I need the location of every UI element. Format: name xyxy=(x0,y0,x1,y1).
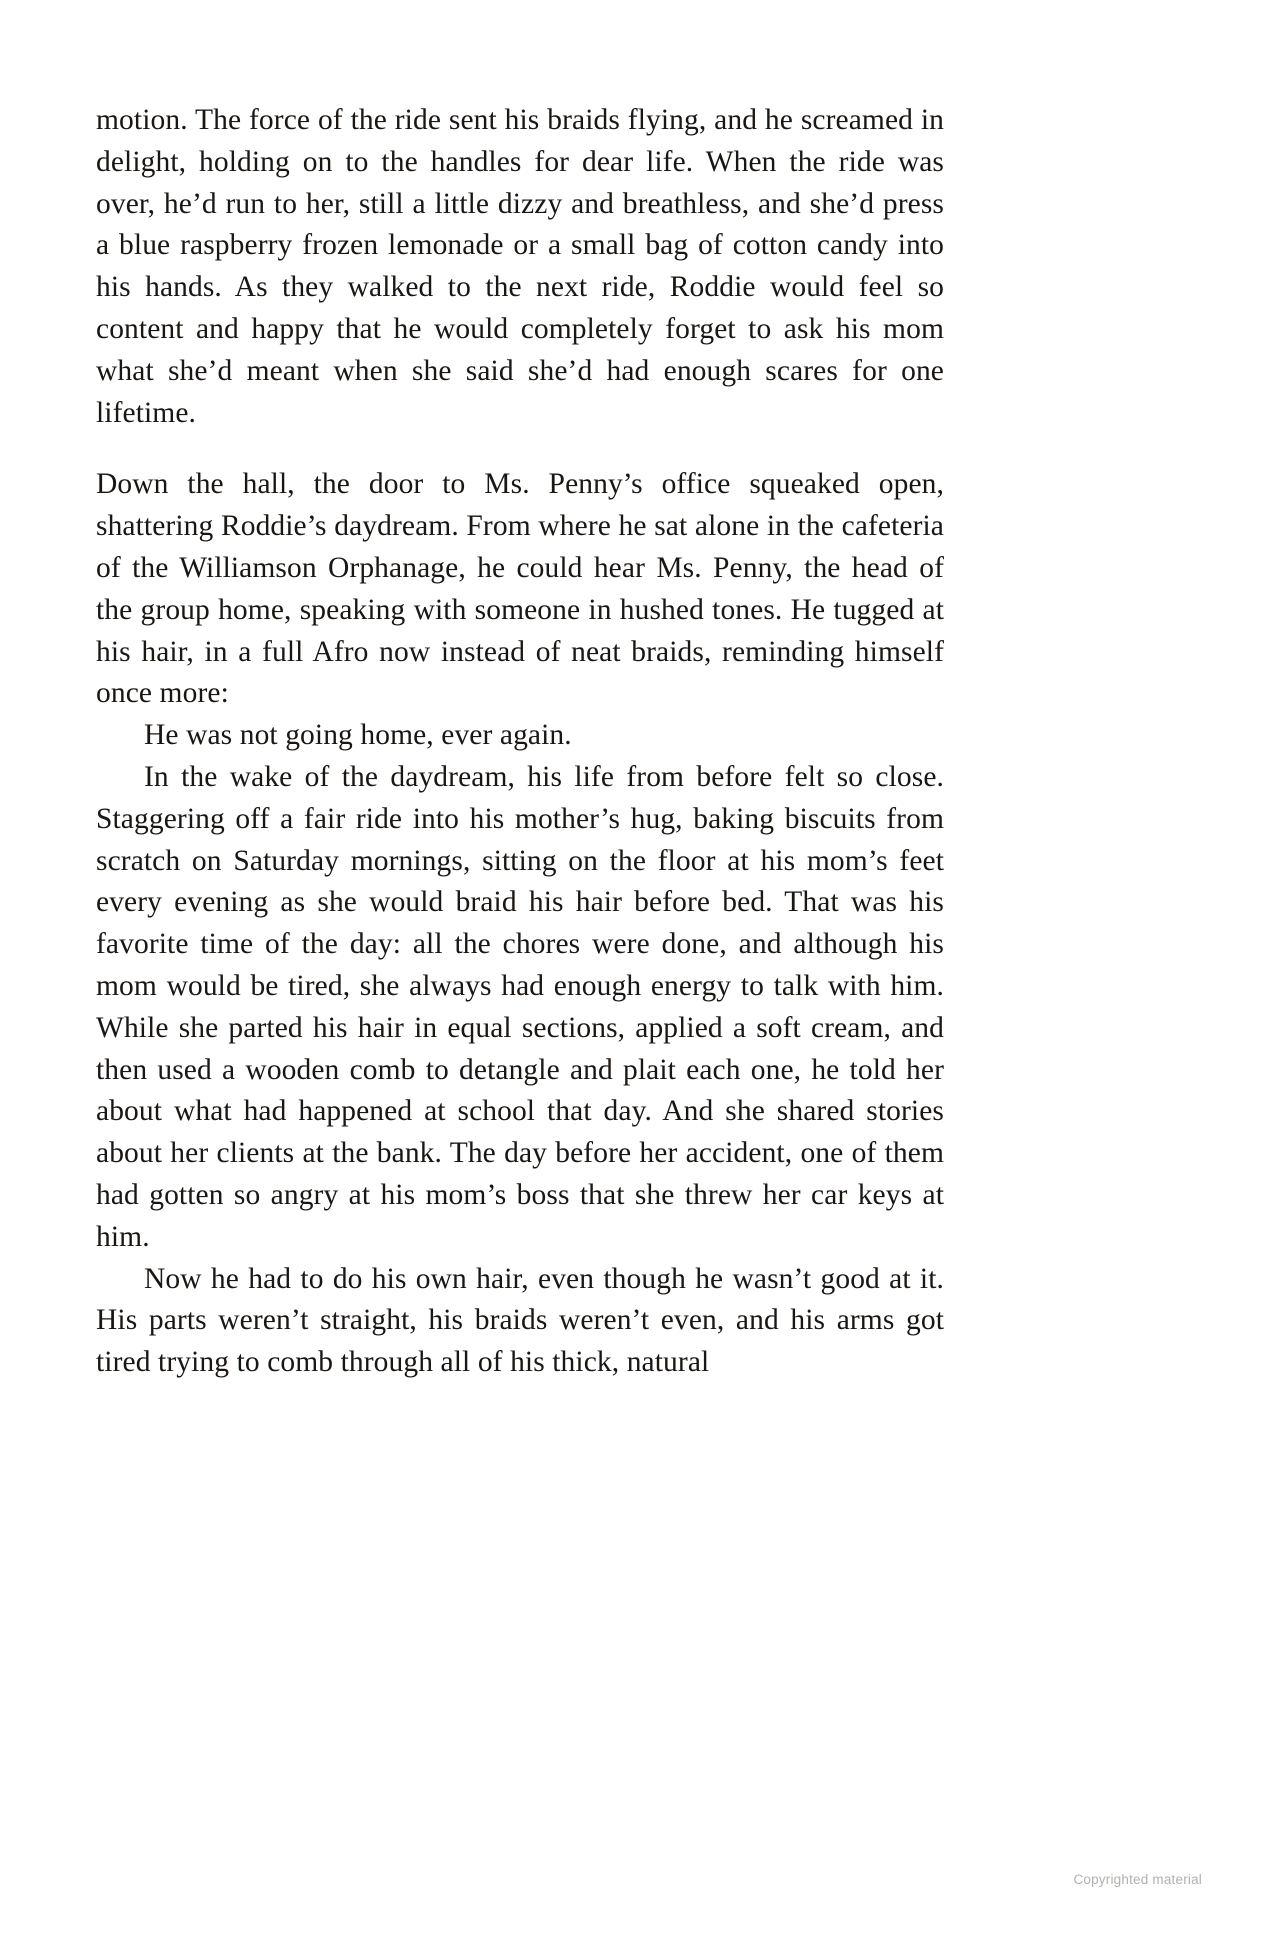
copyright-notice: Copyrighted material xyxy=(1073,1872,1202,1887)
paragraph-wake-of-the-daydream: In the wake of the daydream, his life from before felt so close. Staggering off a fair ride into his mother’s hug, baking biscuits from scratch on Saturday mornings, sitting on the floor at his mom’s feet every evening as she would braid his hair before bed. That was his favorite time of the day: all the chores were done, and although his mom would be tired, she always had enough energy to talk with him. While she parted his hair in equal sections, applied a soft cream, and then used a wooden comb to detangle and plait each one, he told her about what had happened at school that day. And she shared stories about her clients at the bank. The day before her accident, one of them had gotten so angry at his mom’s boss that she threw her car keys at him. xyxy=(96,760,944,1253)
paragraph-not-going-home: He was not going home, ever again. xyxy=(144,719,572,752)
page-text-column xyxy=(96,100,944,1384)
paragraph-ms-penny-office: Down the hall, the door to Ms. Penny’s office squeaked open, shattering Roddie’s daydream. From where he sat alone in the cafeteria of the Williamson Orphanage, he could hear Ms. Penny, the head of the group home, speaking with someone in hushed tones. He tugged at his hair, in a full Afro now instead of neat braids, reminding himself once more: xyxy=(96,468,944,710)
paragraph-own-hair: Now he had to do his own hair, even though he wasn’t good at it. His parts weren’t straight, his braids weren’t even, and his arms got tired trying to comb through all of his thick, natural xyxy=(96,1262,944,1379)
paragraph-continued-fair-memory: motion. The force of the ride sent his braids flying, and he screamed in delight, holding on to the handles for dear life. When the ride was over, he’d run to her, still a little dizzy and breathless, and she’d press a blue raspberry frozen lemonade or a small bag of cotton candy into his hands. As they walked to the next ride, Roddie would feel so content and happy that he would completely forget to ask his mom what she’d meant when she said she’d had enough scares for one lifetime. xyxy=(96,104,944,429)
